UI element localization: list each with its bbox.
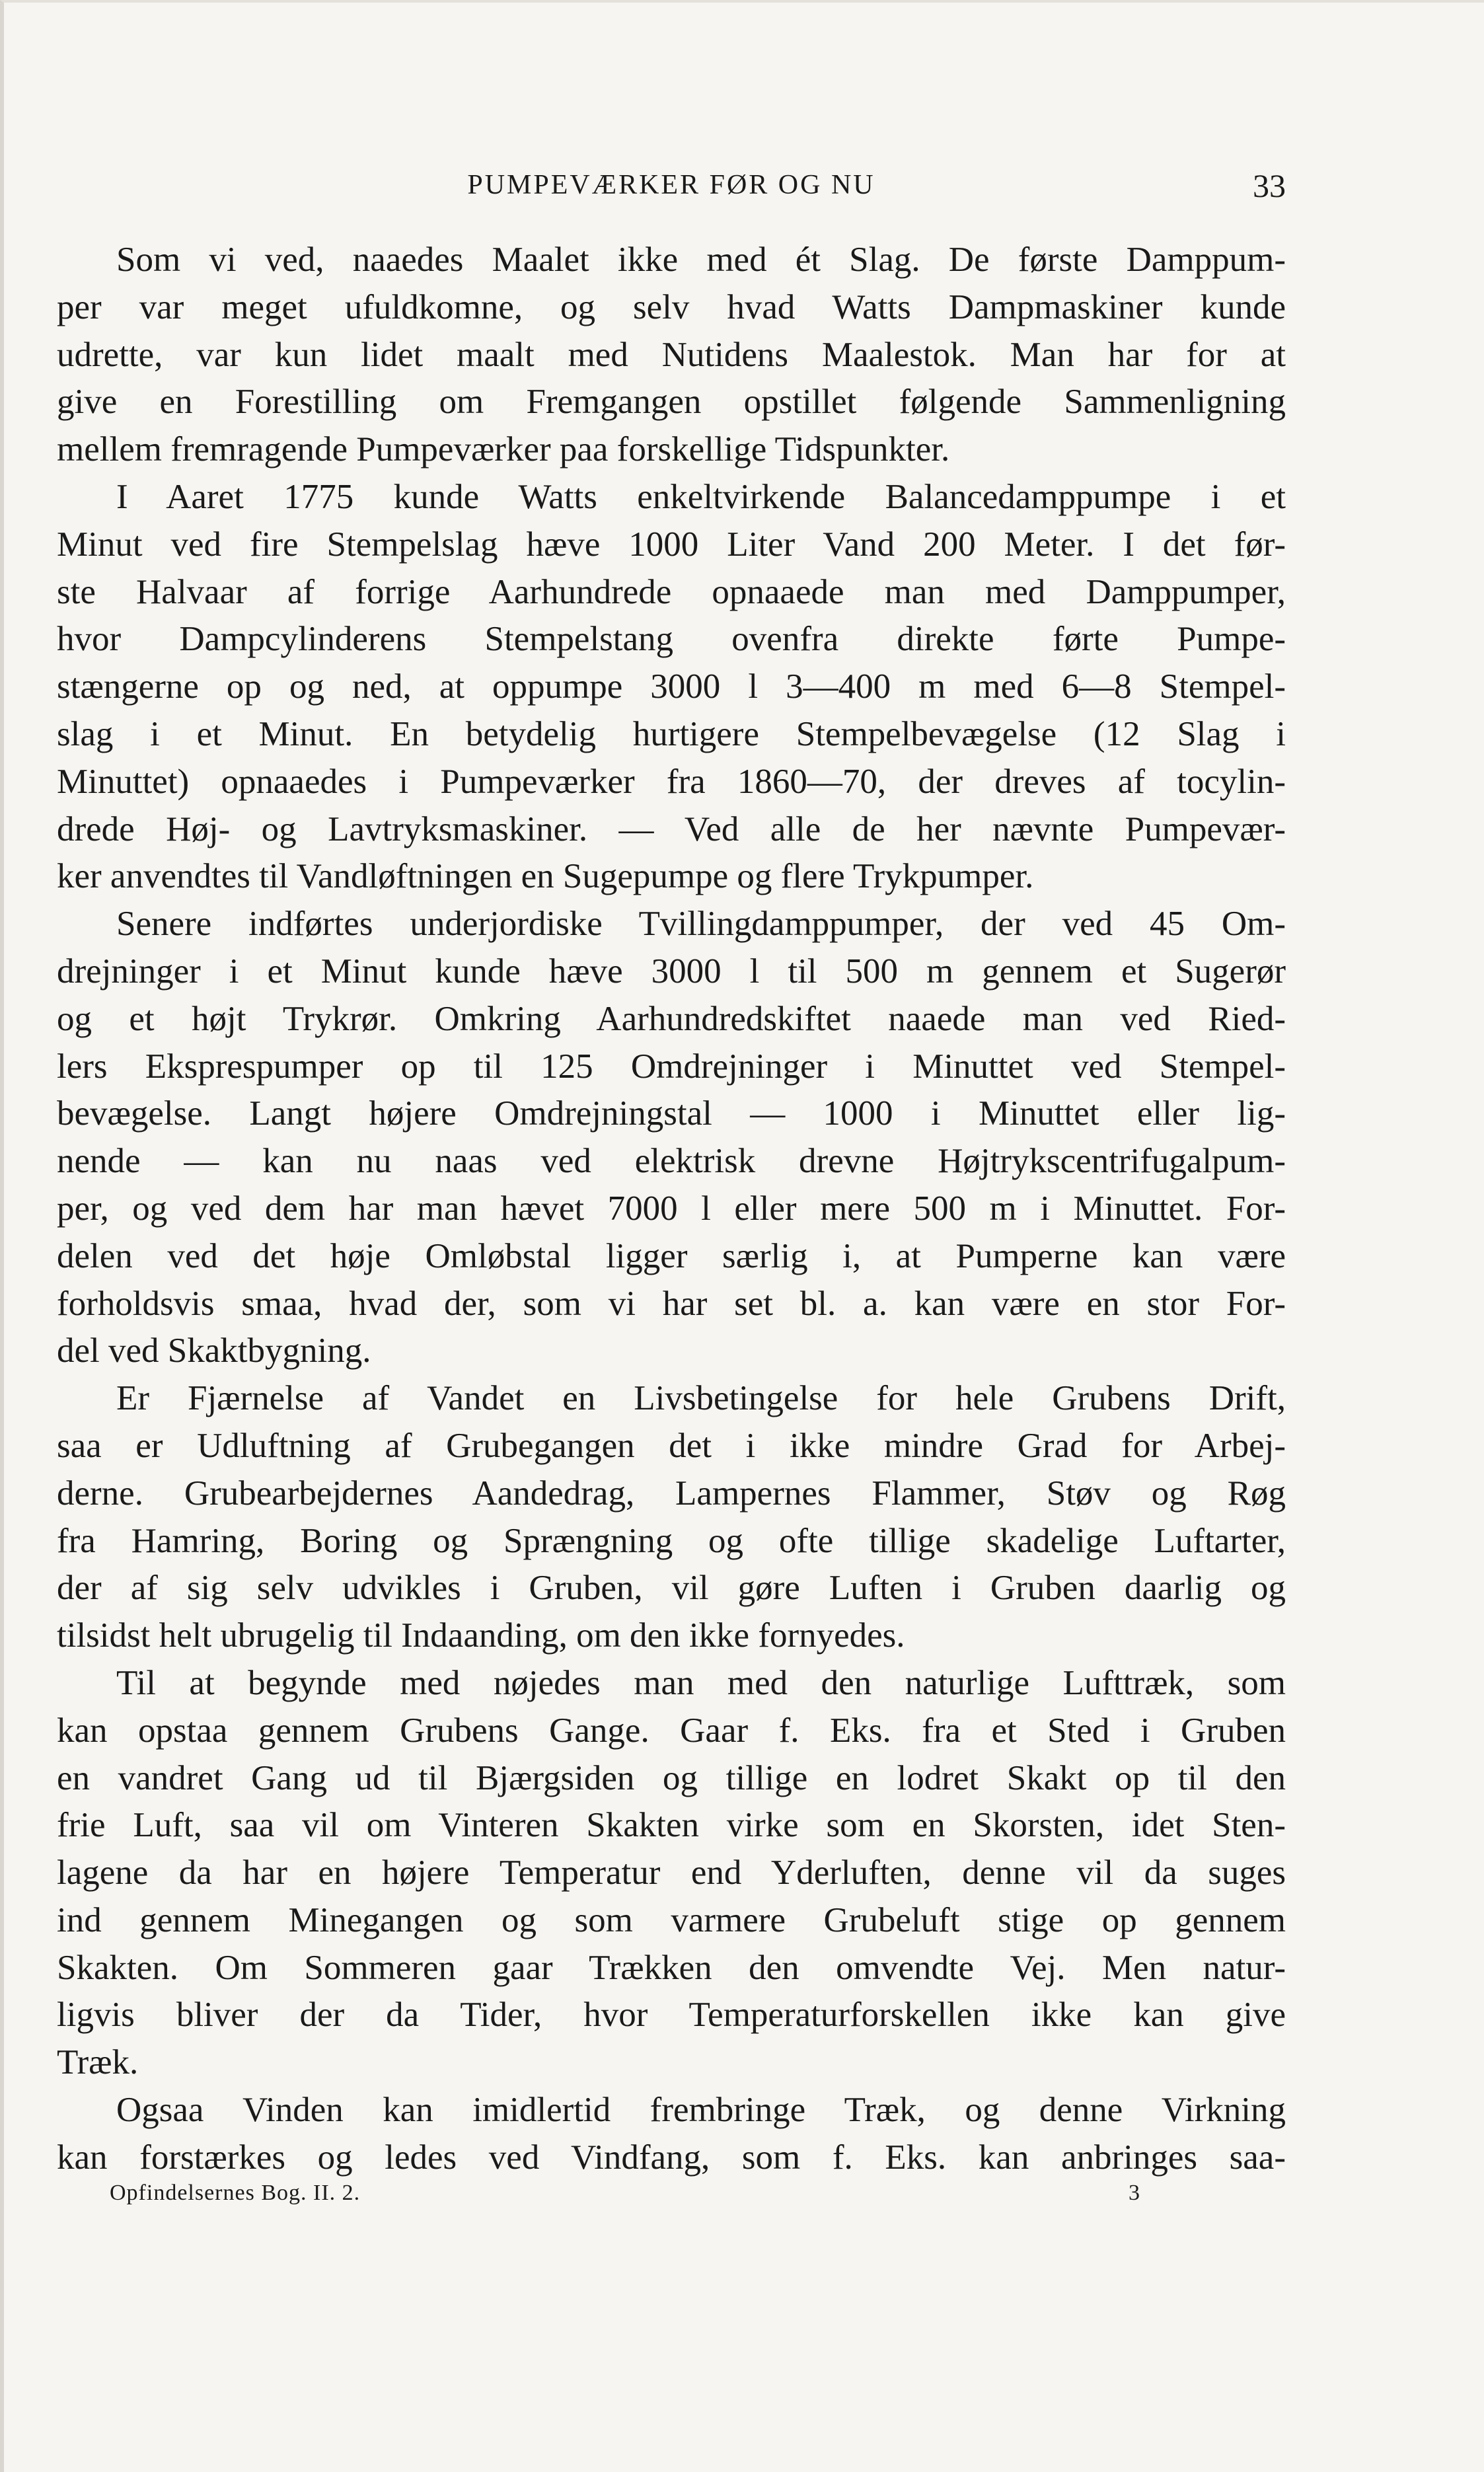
footer-signature: 3 bbox=[1129, 2181, 1140, 2205]
text-line: lagene da har en højere Temperatur end Yderluften, denne vil da suges bbox=[57, 1854, 1286, 1892]
text-line: drejninger i et Minut kunde hæve 3000 l til 500 m gennem et Sugerør bbox=[57, 952, 1286, 991]
text-line: Skakten. Om Sommeren gaar Trækken den omvendte Vej. Men natur- bbox=[57, 1948, 1286, 1987]
text-line: derne. Grubearbejdernes Aandedrag, Lampernes Flammer, Støv og Røg bbox=[57, 1474, 1286, 1513]
text-line: per, og ved dem har man hævet 7000 l eller mere 500 m i Minuttet. For- bbox=[57, 1189, 1286, 1228]
text-line: per var meget ufuldkomne, og selv hvad Watts Dampmaskiner kunde bbox=[57, 287, 1286, 326]
text-line: lers Eksprespumper op til 125 Omdrejninger i Minuttet ved Stempel- bbox=[57, 1047, 1286, 1086]
text-line: give en Forestilling om Fremgangen opstillet følgende Sammenligning bbox=[57, 383, 1286, 422]
text-line: tilsidst helt ubrugelig til Indaanding, om den ikke fornyedes. bbox=[57, 1616, 905, 1655]
text-line: saa er Udluftning af Grubegangen det i ikke mindre Grad for Arbej- bbox=[57, 1426, 1286, 1465]
text-line: bevægelse. Langt højere Omdrejningstal — 1000 i Minuttet eller lig- bbox=[57, 1094, 1286, 1133]
text-line: ind gennem Minegangen og som varmere Grubeluft stige op gennem bbox=[57, 1900, 1286, 1939]
text-line: hvor Dampcylinderens Stempelstang ovenfra direkte førte Pumpe- bbox=[57, 620, 1286, 659]
body-text bbox=[57, 237, 1286, 2182]
running-head bbox=[57, 167, 1286, 206]
text-line: ligvis bliver der da Tider, hvor Temperaturforskellen ikke kan give bbox=[57, 1996, 1286, 2035]
text-line: Ogsaa Vinden kan imidlertid frembringe Træk, og denne Virkning bbox=[116, 2091, 1286, 2130]
text-line: fra Hamring, Boring og Sprængning og ofte tillige skadelige Luftarter, bbox=[57, 1521, 1286, 1560]
text-line: og et højt Trykrør. Omkring Aarhundredskiftet naaede man ved Ried- bbox=[57, 999, 1286, 1038]
text-line: stængerne op og ned, at oppumpe 3000 l 3—400 m med 6—8 Stempel- bbox=[57, 667, 1286, 706]
text-line: Senere indførtes underjordiske Tvillingdamppumper, der ved 45 Om- bbox=[116, 905, 1286, 944]
text-line: Minuttet) opnaaedes i Pumpeværker fra 1860—70, der dreves af tocylin- bbox=[57, 762, 1286, 801]
text-line: Minut ved fire Stempelslag hæve 1000 Liter Vand 200 Meter. I det før- bbox=[57, 525, 1286, 564]
running-title: PUMPEVÆRKER FØR OG NU bbox=[467, 170, 875, 200]
text-line: ker anvendtes til Vandløftningen en Sugepumpe og flere Trykpumper. bbox=[57, 857, 1034, 896]
text-line: delen ved det høje Omløbstal ligger særlig i, at Pumperne kan være bbox=[57, 1236, 1286, 1275]
text-line: nende — kan nu naas ved elektrisk drevne Højtrykscentrifugalpum- bbox=[57, 1142, 1286, 1181]
footer bbox=[110, 2181, 1140, 2214]
text-line: kan opstaa gennem Grubens Gange. Gaar f. Eks. fra et Sted i Gruben bbox=[57, 1711, 1286, 1750]
text-line: Som vi ved, naaedes Maalet ikke med ét Slag. De første Damppum- bbox=[116, 241, 1286, 279]
text-line: der af sig selv udvikles i Gruben, vil gøre Luften i Gruben daarlig og bbox=[57, 1569, 1286, 1608]
page-number: 33 bbox=[1253, 167, 1286, 204]
text-line: forholdsvis smaa, hvad der, som vi har set bl. a. kan være en stor For- bbox=[57, 1284, 1286, 1323]
text-line: ste Halvaar af forrige Aarhundrede opnaaede man med Damppumper, bbox=[57, 572, 1286, 611]
text-line: udrette, var kun lidet maalt med Nutidens Maalestok. Man har for at bbox=[57, 335, 1286, 374]
text-line: del ved Skaktbygning. bbox=[57, 1331, 371, 1370]
text-line: slag i et Minut. En betydelig hurtigere Stempelbevægelse (12 Slag i bbox=[57, 714, 1286, 753]
text-line: Er Fjærnelse af Vandet en Livsbetingelse for hele Grubens Drift, bbox=[116, 1379, 1286, 1418]
text-line: en vandret Gang ud til Bjærgsiden og tillige en lodret Skakt op til den bbox=[57, 1758, 1286, 1797]
text-line: kan forstærkes og ledes ved Vindfang, som f. Eks. kan anbringes saa- bbox=[57, 2138, 1286, 2177]
footer-book-title: Opfindelsernes Bog. II. 2. bbox=[110, 2181, 361, 2205]
text-line: drede Høj- og Lavtryksmaskiner. — Ved alle de her nævnte Pumpevær- bbox=[57, 809, 1286, 848]
text-line: Træk. bbox=[57, 2043, 139, 2082]
text-line: Til at begynde med nøjedes man med den naturlige Lufttræk, som bbox=[116, 1663, 1286, 1702]
text-line: I Aaret 1775 kunde Watts enkeltvirkende Balancedamppumpe i et bbox=[116, 477, 1286, 516]
text-line: frie Luft, saa vil om Vinteren Skakten virke som en Skorsten, idet Sten- bbox=[57, 1806, 1286, 1845]
text-line: mellem fremragende Pumpeværker paa forskellige Tidspunkter. bbox=[57, 430, 950, 469]
